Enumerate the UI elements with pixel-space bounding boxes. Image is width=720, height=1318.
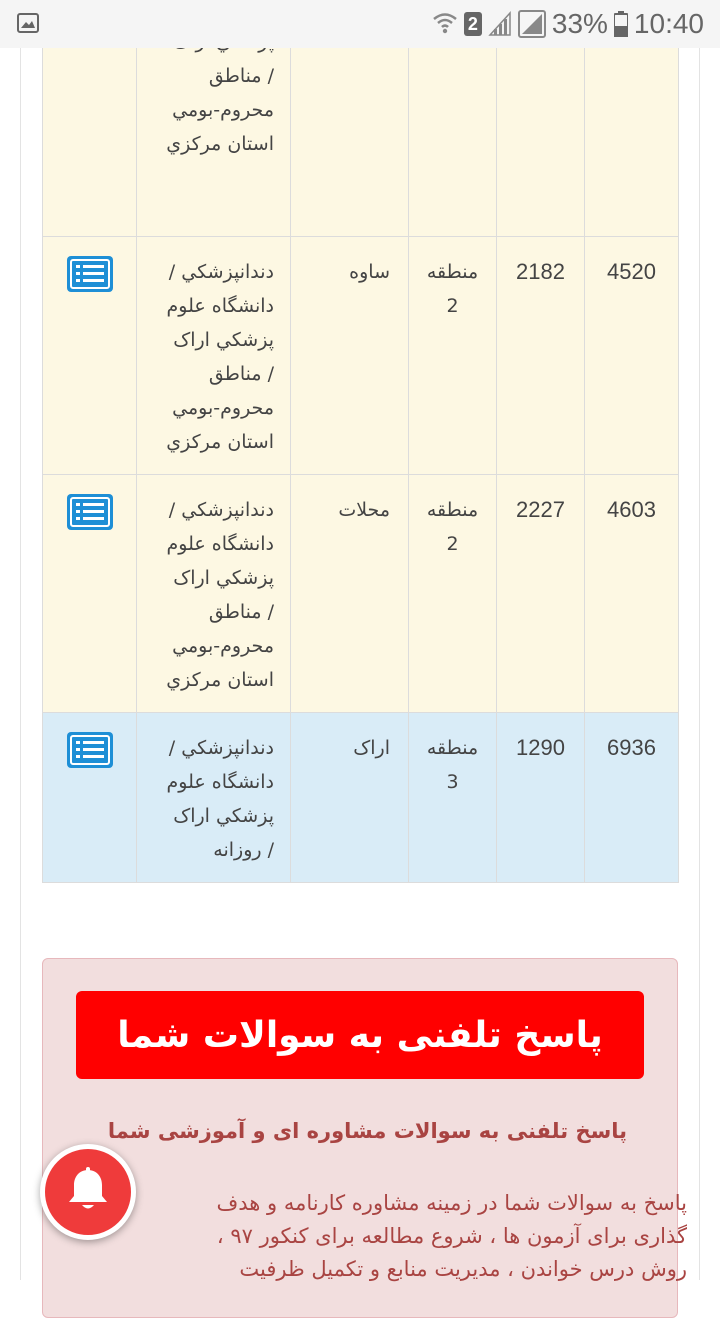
- field-line: دندانپزشكي /: [168, 499, 274, 521]
- rank-cell: 4520: [585, 237, 679, 475]
- details-cell: [43, 713, 137, 883]
- field-line: پزشكي اراک: [173, 329, 274, 351]
- field-cell: [137, 237, 291, 475]
- table-row: [43, 713, 679, 883]
- signal-icon: [518, 10, 546, 38]
- city-cell: ساوه: [291, 237, 409, 475]
- battery-icon: [614, 11, 628, 37]
- field-line: / مناطق: [208, 65, 274, 87]
- field-line: محروم-بومي: [172, 397, 274, 419]
- list-details-icon[interactable]: [66, 255, 114, 293]
- results-table: [42, 0, 679, 883]
- table-row: [43, 237, 679, 475]
- field-line: / مناطق: [208, 363, 274, 385]
- phone-answers-button[interactable]: پاسخ تلفنی به سوالات شما: [76, 991, 644, 1079]
- table-row: [43, 475, 679, 713]
- battery-percent: 33%: [551, 8, 608, 39]
- rank-cell: 6936: [585, 713, 679, 883]
- field-line: استان مرکزي: [166, 431, 274, 453]
- callout-body-line: گذاری برای آزمون ها ، شروع مطالعه برای کنکور ۹۷ ،: [216, 1224, 687, 1248]
- field-line: پزشكي اراک: [173, 567, 274, 589]
- clock: 10:40: [633, 8, 704, 39]
- wifi-calling-icon: [432, 10, 458, 38]
- field-line: دانشگاه علوم: [166, 771, 274, 793]
- region-cell: منطقه 2: [409, 475, 497, 713]
- field-cell: [137, 713, 291, 883]
- callout-body-line: روش درس خواندن ، مدیریت منابع و تکمیل ظرفیت: [239, 1257, 687, 1281]
- details-cell: [43, 475, 137, 713]
- city-cell: اراک: [291, 713, 409, 883]
- notification-bell-button[interactable]: [40, 1144, 136, 1240]
- field-line: دانشگاه علوم: [166, 533, 274, 555]
- field-line: / روزانه: [213, 839, 274, 861]
- bell-icon: [65, 1166, 111, 1218]
- field-line: دندانپزشكي /: [168, 737, 274, 759]
- field-line: پزشكي اراک: [173, 805, 274, 827]
- field-line: استان مرکزي: [166, 669, 274, 691]
- callout-body-line: پاسخ به سوالات شما در زمینه مشاوره کارنامه و هدف: [216, 1191, 687, 1215]
- list-details-icon[interactable]: [66, 731, 114, 769]
- field-line: استان مرکزي: [166, 133, 274, 155]
- field-line: محروم-بومي: [172, 99, 274, 121]
- score-cell: 2182: [497, 237, 585, 475]
- score-cell: 2227: [497, 475, 585, 713]
- region-cell: منطقه 2: [409, 237, 497, 475]
- rank-cell: 4603: [585, 475, 679, 713]
- field-line: دندانپزشكي /: [168, 261, 274, 283]
- score-cell: 1290: [497, 713, 585, 883]
- city-cell: محلات: [291, 475, 409, 713]
- phone-consult-callout: [42, 958, 687, 1318]
- details-cell: [43, 237, 137, 475]
- field-line: / مناطق: [208, 601, 274, 623]
- sim-slot-badge: 2: [464, 12, 482, 36]
- status-bar: [0, 0, 720, 48]
- list-details-icon[interactable]: [66, 493, 114, 531]
- signal-icon: [488, 11, 512, 37]
- field-cell: [137, 475, 291, 713]
- image-icon: [16, 11, 40, 40]
- field-line: محروم-بومي: [172, 635, 274, 657]
- callout-subtitle: پاسخ تلفنی به سوالات مشاوره ای و آموزشی شما: [107, 1119, 627, 1143]
- region-cell: منطقه 3: [409, 713, 497, 883]
- field-line: دانشگاه علوم: [166, 295, 274, 317]
